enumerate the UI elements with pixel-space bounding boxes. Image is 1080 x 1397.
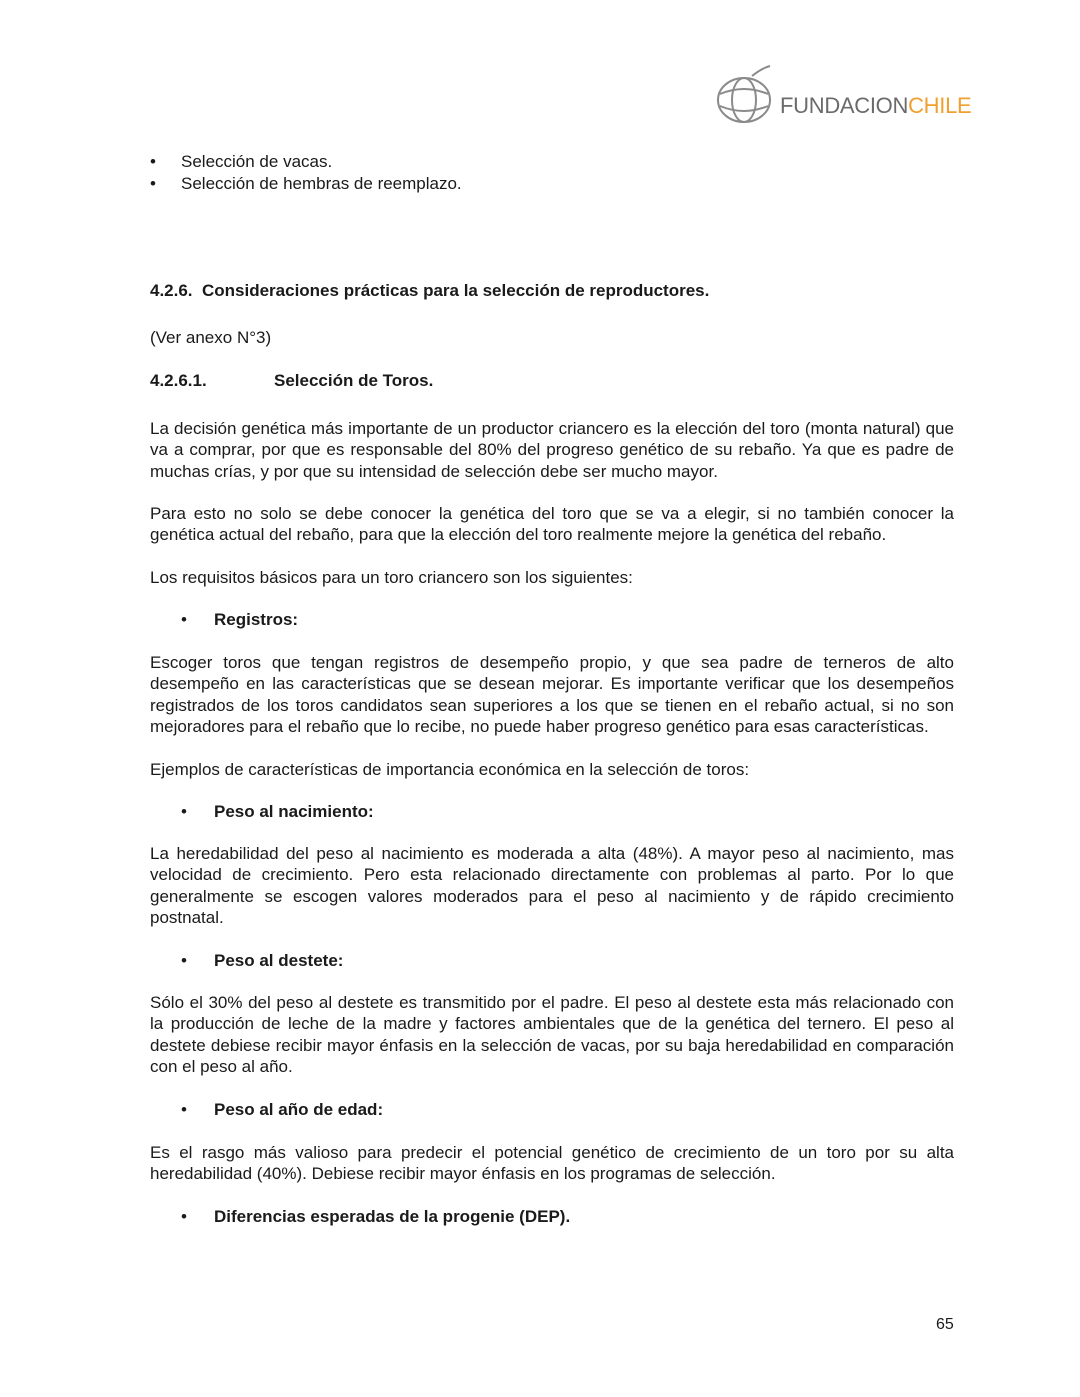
logo-text: FUNDACIONCHILE bbox=[780, 93, 972, 118]
paragraph: Escoger toros que tengan registros de desempeño propio, y que sea padre de terneros de alto desempeño en las características que se desean mejorar. Es importante verificar que los desempeños registrados de los toros candidatos sean superiores a los que se tienen en el rebaño actual, si no son mejoradores para el rebaño que lo recibe, no puede haber progreso genético para esas características. bbox=[150, 653, 954, 736]
bullet-heading: • Peso al año de edad: bbox=[181, 1100, 384, 1119]
globe-logo-icon bbox=[714, 62, 784, 128]
bullet-heading: • Diferencias esperadas de la progenie (DEP). bbox=[181, 1207, 571, 1226]
bullet-heading: • Peso al destete: bbox=[181, 951, 344, 970]
subsection-heading: 4.2.6.1. Selección de Toros. bbox=[150, 371, 434, 390]
page-number: 65 bbox=[936, 1316, 954, 1333]
paragraph: La decisión genética más importante de un productor criancero es la elección del toro (monta natural) que va a comprar, por que es responsable del 80% del progreso genético de su rebaño. Ya que es padre de muchas crías, y por que su intensidad de selección debe ser mucho mayor. bbox=[150, 419, 954, 481]
section-heading: 4.2.6. Consideraciones prácticas para la selección de reproductores. bbox=[150, 281, 710, 300]
fundacion-chile-logo bbox=[714, 62, 972, 128]
paragraph: Es el rasgo más valioso para predecir el potencial genético de crecimiento de un toro por su alta heredabilidad (40%). Debiese recibir mayor énfasis en los programas de selección. bbox=[150, 1143, 954, 1184]
paragraph: Sólo el 30% del peso al destete es transmitido por el padre. El peso al destete esta más relacionado con la producción de leche de la madre y factores ambientales que de la genética del ternero. El peso al destete debiese recibir mayor énfasis en la selección de vacas, por su baja heredabilidad en comparación con el peso al año. bbox=[150, 993, 954, 1076]
paragraph: Para esto no solo se debe conocer la genética del toro que se va a elegir, si no también conocer la genética actual del rebaño, para que la elección del toro realmente mejore la genética del rebaño. bbox=[150, 504, 954, 545]
paragraph: Ejemplos de características de importancia económica en la selección de toros: bbox=[150, 760, 750, 779]
bullet-heading: • Peso al nacimiento: bbox=[181, 802, 374, 821]
paragraph: Los requisitos básicos para un toro criancero son los siguientes: bbox=[150, 568, 633, 587]
annex-note: (Ver anexo N°3) bbox=[150, 328, 272, 347]
bullet-heading: • Registros: bbox=[181, 610, 299, 629]
paragraph: La heredabilidad del peso al nacimiento es moderada a alta (48%). A mayor peso al nacimiento, mas velocidad de crecimiento. Pero esta relacionado directamente con problemas al parto. Por lo que generalmente se escogen valores moderados para el peso al nacimiento y de rápido crecimiento postnatal. bbox=[150, 844, 954, 927]
